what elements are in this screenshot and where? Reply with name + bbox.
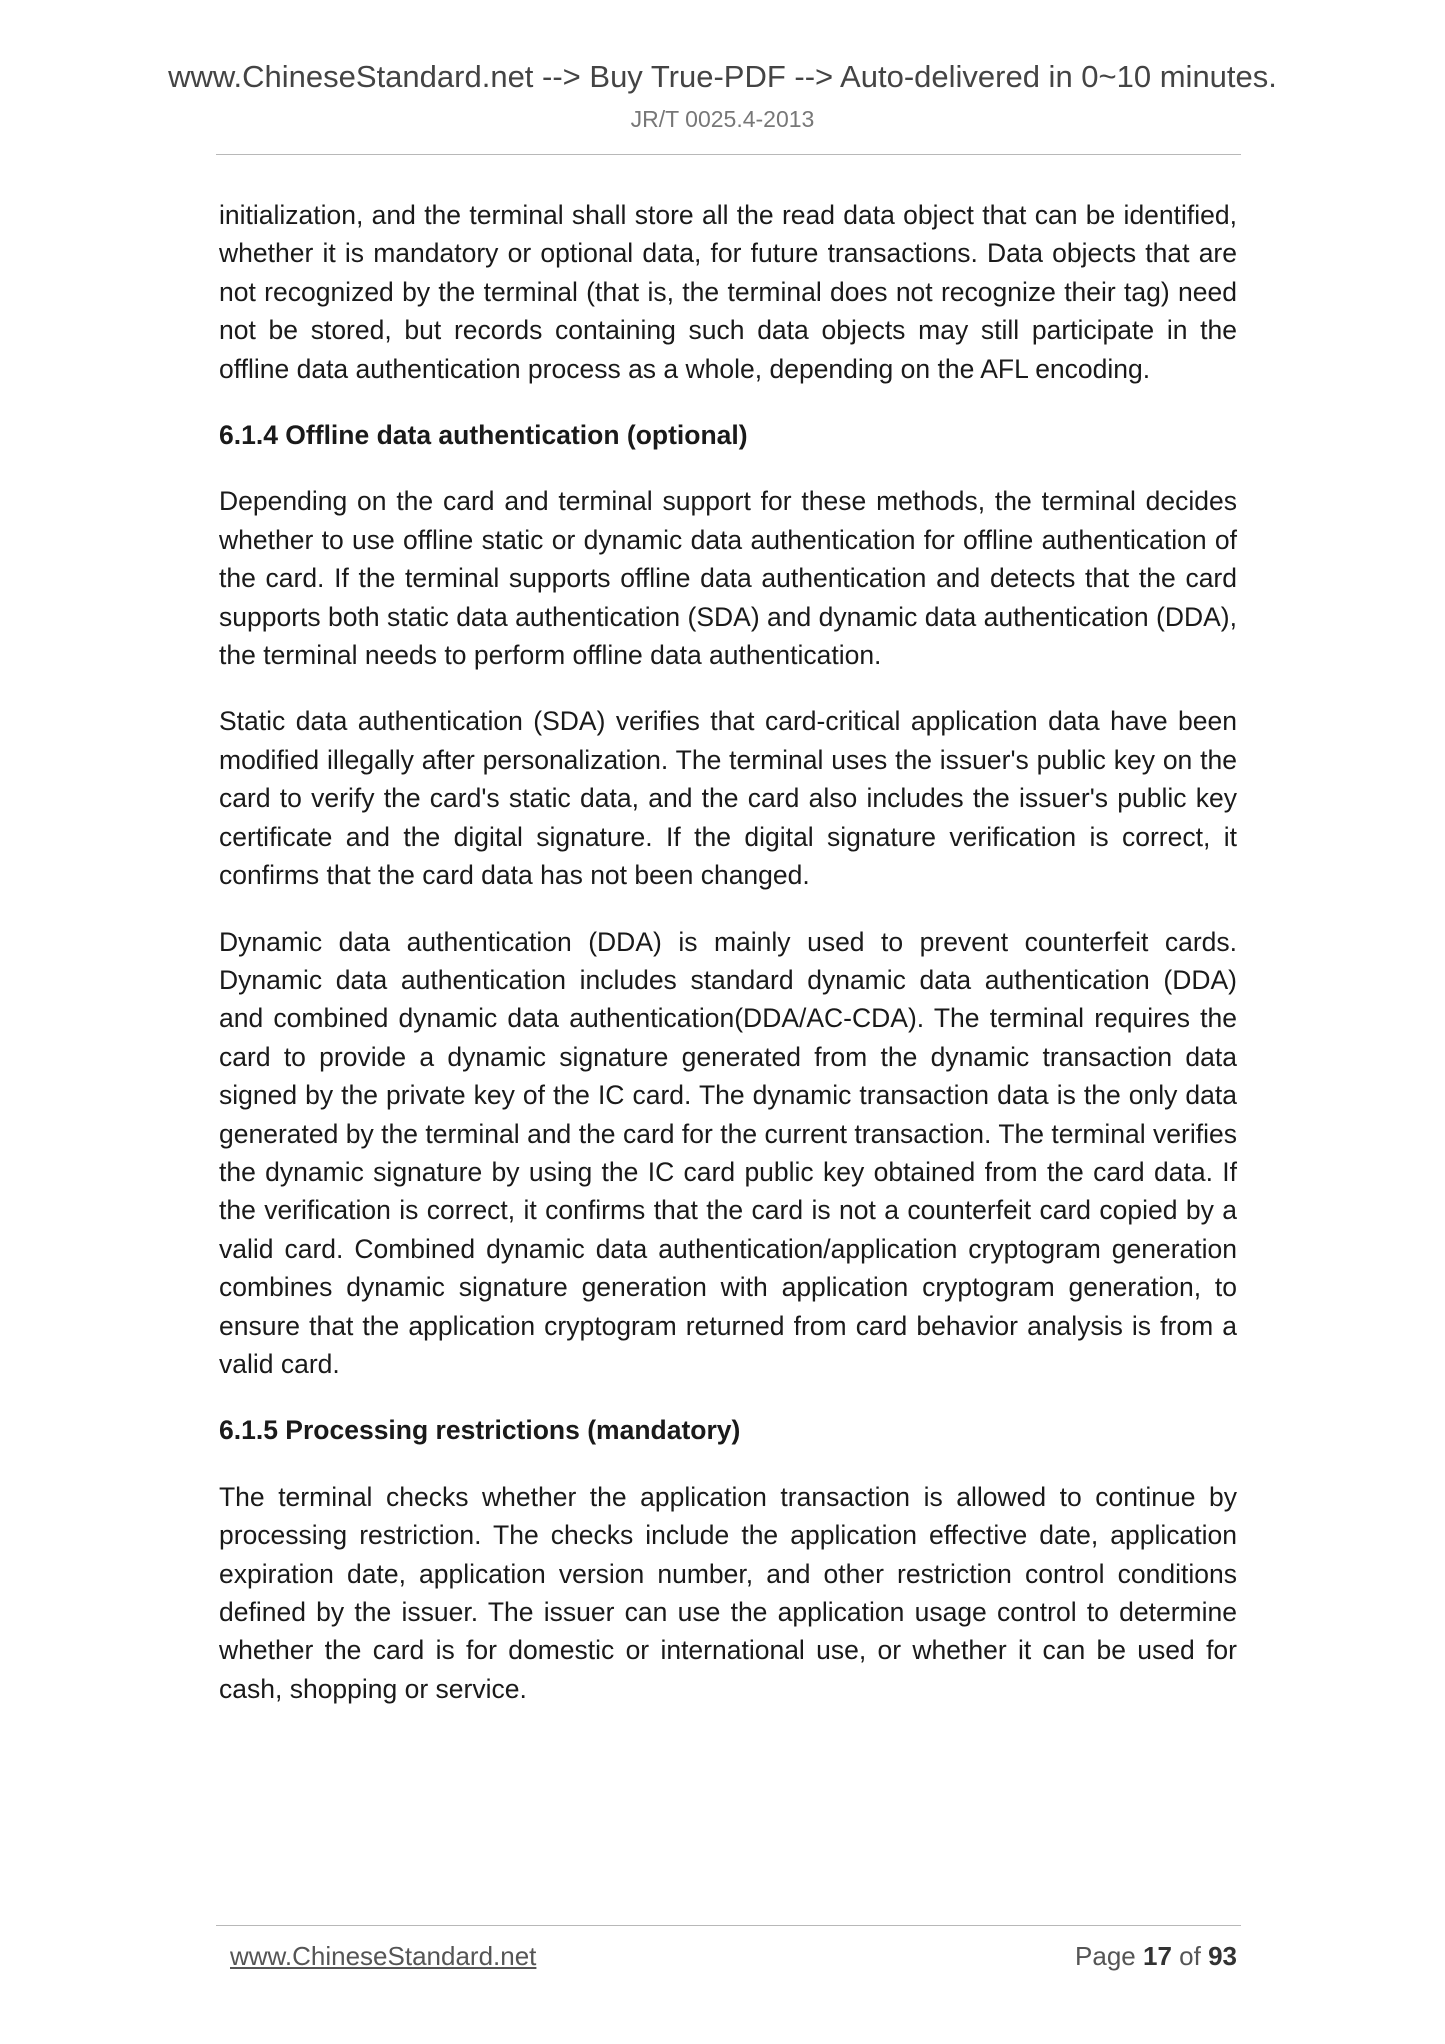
page-content	[219, 196, 1237, 1736]
page-current: 17	[1143, 1941, 1172, 1971]
page-number	[1075, 1940, 1237, 1974]
paragraph-dda: Dynamic data authentication (DDA) is mainly used to prevent counterfeit cards. Dynamic data authentication includes standard dynamic data authentication (DDA) and combined dynamic data authentication(DDA/AC-CDA). The terminal requires the card to provide a dynamic signature generated from the dynamic transaction data signed by the private key of the IC card. The dynamic transaction data is the only data generated by the terminal and the card for the current transaction. The terminal verifies the dynamic signature by using the IC card public key obtained from the card data. If the verification is correct, it confirms that the card is not a counterfeit card copied by a valid card. Combined dynamic data authentication/application cryptogram generation combines dynamic signature generation with application cryptogram generation, to ensure that the application cryptogram returned from card behavior analysis is from a valid card.	[219, 926, 1237, 1379]
paragraph-initialization: initialization, and the terminal shall store all the read data object that can be identified, whether it is mandatory or optional data, for future transactions. Data objects that are not recognized by the terminal (that is, the terminal does not recognize their tag) need not be stored, but records containing such data objects may still participate in the offline data authentication process as a whole, depending on the AFL encoding.	[219, 200, 1237, 384]
footer-website-link[interactable]: www.ChineseStandard.net	[230, 1941, 537, 1971]
paragraph-processing-restrictions: The terminal checks whether the application transaction is allowed to continue by processing restriction. The checks include the application effective date, application expiration date, application version number, and other restriction control conditions defined by the issuer. The issuer can use the application usage control to determine whether the card is for domestic or international use, or whether it can be used for cash, shopping or service.	[219, 1481, 1237, 1704]
page-prefix: Page	[1075, 1941, 1136, 1971]
top-banner: www.ChineseStandard.net --> Buy True-PDF --> Auto-delivered in 0~10 minutes.	[168, 59, 1277, 94]
heading-6-1-5: 6.1.5 Processing restrictions (mandatory)	[219, 1415, 741, 1446]
footer-divider	[216, 1925, 1241, 1926]
document-code: JR/T 0025.4-2013	[630, 106, 815, 132]
paragraph-sda: Static data authentication (SDA) verifies that card-critical application data have been modified illegally after personalization. The terminal uses the issuer's public key on the card to verify the card's static data, and the card also includes the issuer's public key certificate and the digital signature. If the digital signature verification is correct, it confirms that the card data has not been changed.	[219, 706, 1237, 891]
page-total: 93	[1208, 1941, 1237, 1971]
heading-6-1-4: 6.1.4 Offline data authentication (optional)	[219, 420, 748, 451]
header-divider	[216, 154, 1241, 155]
paragraph-offline-auth: Depending on the card and terminal support for these methods, the terminal decides whether to use offline static or dynamic data authentication for offline authentication of the card. If the terminal supports offline data authentication and detects that the card supports both static data authentication (SDA) and dynamic data authentication (DDA), the terminal needs to perform offline data authentication.	[219, 486, 1237, 671]
page-of: of	[1179, 1941, 1201, 1971]
